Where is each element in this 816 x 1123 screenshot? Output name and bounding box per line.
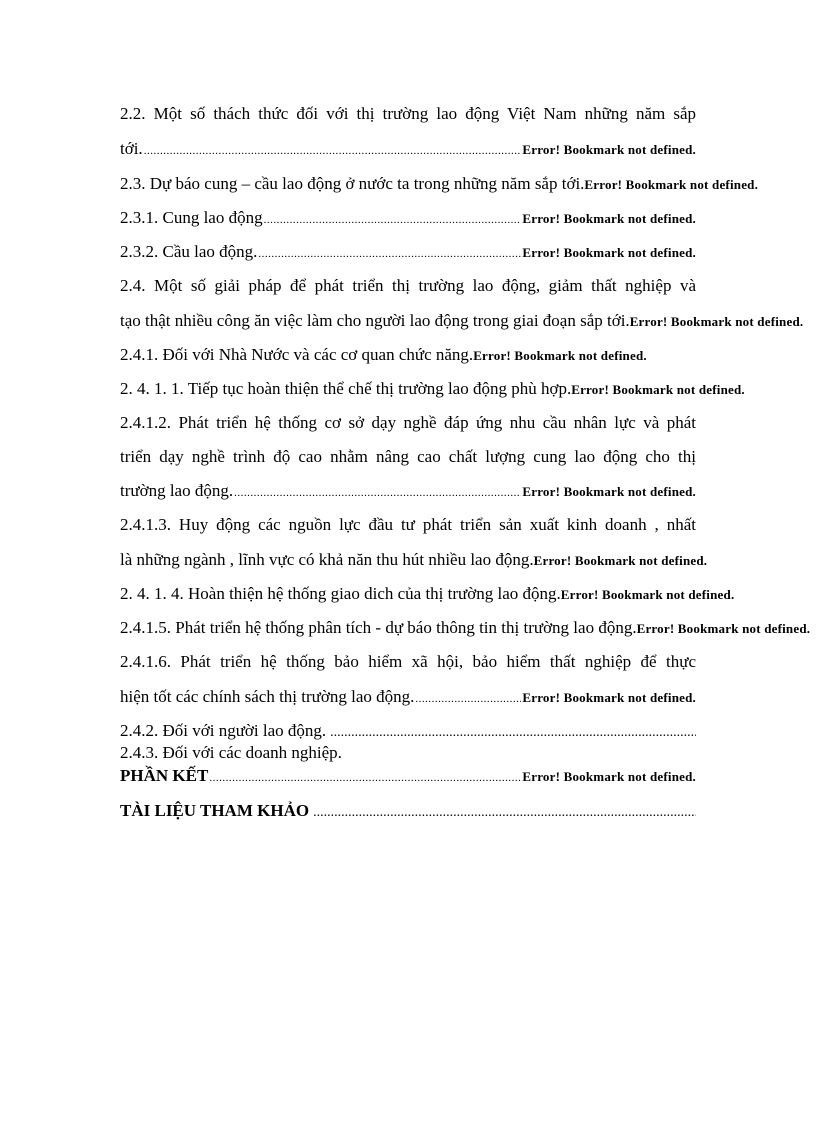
toc-entry-text: là những ngành , lĩnh vực có khả năn thu hút nhiều lao động. — [120, 550, 534, 569]
toc-entry-2-2-line-1: 2.2. Một số thách thức đối với thị trường lao động Việt Nam những năm sắp — [120, 104, 696, 123]
toc-entry-2-4-1-3-line-2 — [120, 550, 707, 571]
page-reference-error: Error! Bookmark not defined. — [522, 690, 696, 705]
page-reference-error: Error! Bookmark not defined. — [584, 177, 759, 192]
toc-entry-text: 2.4.2. Đối với người lao động. — [120, 721, 327, 740]
toc-entry-2-3 — [120, 174, 758, 195]
page-reference-error: Error! Bookmark not defined. — [522, 211, 696, 226]
toc-entry-phan-ket — [120, 766, 696, 788]
toc-entry-2-4-2 — [120, 721, 696, 743]
toc-entry-2-4-line-2 — [120, 311, 803, 332]
toc-entry-2-4-1-5 — [120, 618, 810, 639]
page-reference-error: Error! Bookmark not defined. — [522, 769, 696, 784]
toc-entry-2-2-line-2 — [120, 139, 696, 161]
toc-entry-2-3-2 — [120, 242, 696, 264]
page-reference-error: Error! Bookmark not defined. — [533, 553, 708, 568]
dot-leader — [209, 768, 521, 788]
toc-entry-tai-lieu-tham-khao — [120, 801, 696, 823]
dot-leader — [415, 689, 521, 709]
toc-entry-text: tạo thật nhiều công ăn việc làm cho người lao động trong giai đoạn sắp tới. — [120, 311, 630, 330]
toc-entry-text: trường lao động. — [120, 481, 234, 500]
toc-entry-2-4-1 — [120, 345, 647, 366]
toc-entry-text: 2. 4. 1. 4. Hoàn thiện hệ thống giao dich của thị trường lao động. — [120, 584, 561, 603]
page-reference-error: Error! Bookmark not defined. — [571, 382, 745, 397]
toc-entry-2-4-1-2-line-3 — [120, 481, 696, 503]
toc-entry-2-4-1-4 — [120, 584, 734, 605]
toc-entry-2-4-line-1: 2.4. Một số giải pháp để phát triển thị trường lao động, giảm thất nghiệp và — [120, 276, 696, 295]
page-reference-error: Error! Bookmark not defined. — [473, 348, 647, 363]
page-reference-error: Error! Bookmark not defined. — [629, 314, 804, 329]
dot-leader — [330, 723, 696, 743]
page-reference-error: Error! Bookmark not defined. — [560, 587, 735, 602]
dot-leader — [144, 141, 522, 161]
dot-leader — [313, 803, 696, 823]
toc-entry-2-4-1-2-line-2: triển dạy nghề trình độ cao nhằm nâng cao chất lượng cung lao động cho thị — [120, 447, 696, 466]
toc-entry-2-4-1-6-line-2 — [120, 687, 696, 709]
page-reference-error: Error! Bookmark not defined. — [522, 245, 696, 260]
dot-leader — [234, 483, 521, 503]
page-reference-error: Error! Bookmark not defined. — [636, 621, 811, 636]
toc-entry-text: hiện tốt các chính sách thị trường lao động. — [120, 687, 415, 706]
toc-entry-2-4-1-6-line-1: 2.4.1.6. Phát triển hệ thống bảo hiểm xã hội, bảo hiểm thất nghiệp để thực — [120, 652, 696, 671]
page-reference-error: Error! Bookmark not defined. — [522, 142, 696, 157]
toc-entry-text: PHẦN KẾT — [120, 766, 209, 785]
dot-leader — [264, 210, 522, 230]
toc-entry-2-4-1-1 — [120, 379, 745, 400]
toc-entry-text: 2.3.1. Cung lao động — [120, 208, 263, 227]
toc-entry-text: TÀI LIỆU THAM KHẢO — [120, 801, 310, 820]
toc-entry-text: 2.4.1. Đối với Nhà Nước và các cơ quan chức năng. — [120, 345, 474, 364]
toc-entry-text: 2.4.1.5. Phát triển hệ thống phân tích - dự báo thông tin thị trường lao động. — [120, 618, 637, 637]
toc-entry-2-4-1-2-line-1: 2.4.1.2. Phát triển hệ thống cơ sở dạy nghề đáp ứng nhu cầu nhân lực và phát — [120, 413, 696, 432]
toc-entry-2-4-3: 2.4.3. Đối với các doanh nghiệp. — [120, 743, 342, 762]
toc-entry-text: 2. 4. 1. 1. Tiếp tục hoàn thiện thể chế thị trường lao động phù hợp. — [120, 379, 572, 398]
toc-entry-2-4-1-3-line-1: 2.4.1.3. Huy động các nguồn lực đầu tư phát triển sản xuất kinh doanh , nhất — [120, 515, 696, 534]
dot-leader — [258, 244, 521, 264]
toc-entry-text: 2.3. Dự báo cung – cầu lao động ở nước ta trong những năm sắp tới. — [120, 174, 585, 193]
toc-entry-text: 2.3.2. Cầu lao động. — [120, 242, 258, 261]
page-reference-error: Error! Bookmark not defined. — [522, 484, 696, 499]
toc-entry-text: tới. — [120, 139, 143, 158]
toc-entry-2-3-1 — [120, 208, 696, 230]
